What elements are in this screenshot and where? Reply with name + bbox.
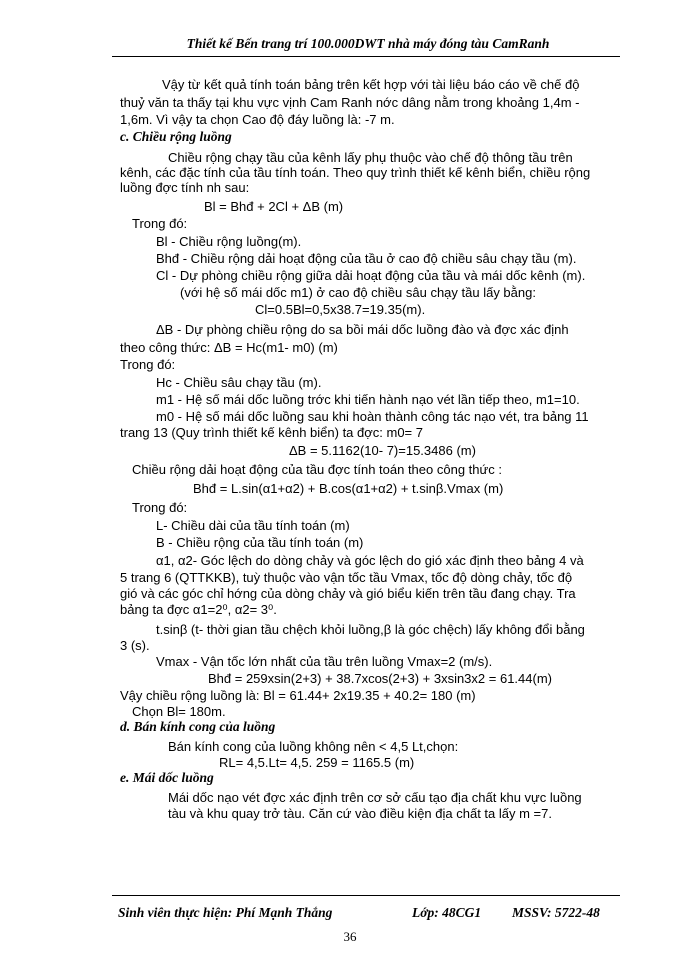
footer-class: Lớp: 48CG1 bbox=[412, 905, 482, 920]
header-rule bbox=[112, 56, 620, 57]
formula-line: theo công thức: ΔB = Hc(m1- m0) (m) bbox=[120, 340, 338, 355]
body-line: α1, α2- Góc lệch do dòng chảy và góc lệch do gió xác định theo bảng 4 và bbox=[156, 553, 584, 568]
body-line: Mái dốc nạo vét đợc xác định trên cơ sở cấu tạo địa chất khu vực luồng bbox=[168, 790, 582, 805]
formula-line: Bhđ = 259xsin(2+3) + 38.7xcos(2+3) + 3xsin3x2 = 61.44(m) bbox=[208, 671, 552, 686]
footer-rule bbox=[112, 895, 620, 896]
formula-line: Cl=0.5Bl=0,5x38.7=19.35(m). bbox=[255, 302, 426, 317]
footer-student: Sinh viên thực hiện: Phí Mạnh Thắng bbox=[118, 905, 333, 920]
section-heading-e: e. Mái dốc luồng bbox=[120, 770, 214, 785]
section-heading-c: c. Chiều rộng luồng bbox=[120, 129, 232, 144]
body-line: (với hệ số mái dốc m1) ở cao độ chiều sâu chạy tầu lấy bằng: bbox=[180, 285, 536, 300]
body-line: Bl - Chiều rộng luồng(m). bbox=[156, 234, 302, 249]
body-line: Chiều rộng chạy tầu của kênh lấy phụ thuộc vào chế độ thông tầu trên bbox=[168, 150, 573, 165]
footer-student-id: MSSV: 5722-48 bbox=[512, 905, 600, 920]
body-line: m0 - Hệ số mái dốc luồng sau khi hoàn thành công tác nạo vét, tra bảng 11 bbox=[156, 409, 589, 424]
body-line: Chiều rộng dải hoạt động của tầu đợc tính toán theo công thức : bbox=[132, 462, 502, 477]
body-line: m1 - Hệ số mái dốc luồng trớc khi tiến hành nạo vét lần tiếp theo, m1=10. bbox=[156, 392, 580, 407]
body-line: 5 trang 6 (QTTKKB), tuỳ thuộc vào vận tốc tầu Vmax, tốc độ dòng chảy, tốc độ bbox=[120, 570, 573, 585]
page-number: 36 bbox=[343, 929, 357, 944]
body-line: B - Chiều rộng của tầu tính toán (m) bbox=[156, 535, 364, 550]
body-line: thuỷ văn ta thấy tại khu vực vịnh Cam Ranh nớc dâng nằm trong khoảng 1,4m - bbox=[120, 95, 580, 110]
body-line: Chọn Bl= 180m. bbox=[132, 704, 226, 719]
body-line: trang 13 (Quy trình thiết kế kênh biển) ta đợc: m0= 7 bbox=[120, 425, 423, 440]
body-line: luồng đợc tính nh sau: bbox=[120, 180, 250, 195]
formula-line: RL= 4,5.Lt= 4,5. 259 = 1165.5 (m) bbox=[219, 755, 415, 770]
body-line: 1,6m. Vì vậy ta chọn Cao độ đáy luồng là: -7 m. bbox=[120, 112, 395, 127]
body-line: Trong đó: bbox=[120, 357, 176, 372]
body-line: Vậy chiều rộng luồng là: Bl = 61.44+ 2x19.35 + 40.2= 180 (m) bbox=[120, 688, 476, 703]
body-line: Trong đó: bbox=[132, 500, 188, 515]
body-line: Hc - Chiều sâu chạy tầu (m). bbox=[156, 375, 322, 390]
body-line: bảng ta đợc α1=2⁰, α2= 3⁰. bbox=[120, 602, 277, 617]
formula-line: Bhđ = L.sin(α1+α2) + B.cos(α1+α2) + t.sinβ.Vmax (m) bbox=[193, 481, 504, 496]
body-line: Vậy từ kết quả tính toán bảng trên kết hợp với tài liệu báo cáo về chế độ bbox=[162, 77, 580, 92]
body-line: gió và các góc chỉ hớng của dòng chảy và gió biểu kiến trên tầu đang chạy. Tra bbox=[120, 586, 576, 601]
body-line: tàu và khu quay trở tàu. Căn cứ vào điều kiện địa chất ta lấy m =7. bbox=[168, 806, 552, 821]
formula-line: ΔB = 5.1162(10- 7)=15.3486 (m) bbox=[289, 443, 476, 458]
body-line: ΔB - Dự phòng chiều rộng do sa bồi mái dốc luồng đào và đợc xác định bbox=[156, 322, 569, 337]
section-heading-d: d. Bán kính cong của luồng bbox=[120, 719, 276, 734]
running-header: Thiết kế Bến trang trí 100.000DWT nhà máy đóng tàu CamRanh bbox=[186, 36, 550, 51]
body-line: kênh, các đặc tính của tầu tính toán. Theo quy trình thiết kế kênh biển, chiều rộng bbox=[120, 165, 591, 180]
body-line: 3 (s). bbox=[120, 638, 150, 653]
body-line: Cl - Dự phòng chiều rộng giữa dải hoạt động của tầu và mái dốc kênh (m). bbox=[156, 268, 586, 283]
body-line: Trong đó: bbox=[132, 216, 188, 231]
body-line: L- Chiều dài của tầu tính toán (m) bbox=[156, 518, 350, 533]
body-line: Vmax - Vận tốc lớn nhất của tầu trên luồng Vmax=2 (m/s). bbox=[156, 654, 493, 669]
formula-line: Bl = Bhđ + 2Cl + ΔB (m) bbox=[204, 199, 344, 214]
body-line: Bhđ - Chiều rộng dải hoạt động của tầu ở cao độ chiều sâu chạy tầu (m). bbox=[156, 251, 577, 266]
body-line: Bán kính cong của luồng không nên < 4,5 Lt,chọn: bbox=[168, 739, 459, 754]
body-line: t.sinβ (t- thời gian tầu chệch khỏi luồng,β là góc chệch) lấy không đổi bằng bbox=[156, 622, 585, 637]
